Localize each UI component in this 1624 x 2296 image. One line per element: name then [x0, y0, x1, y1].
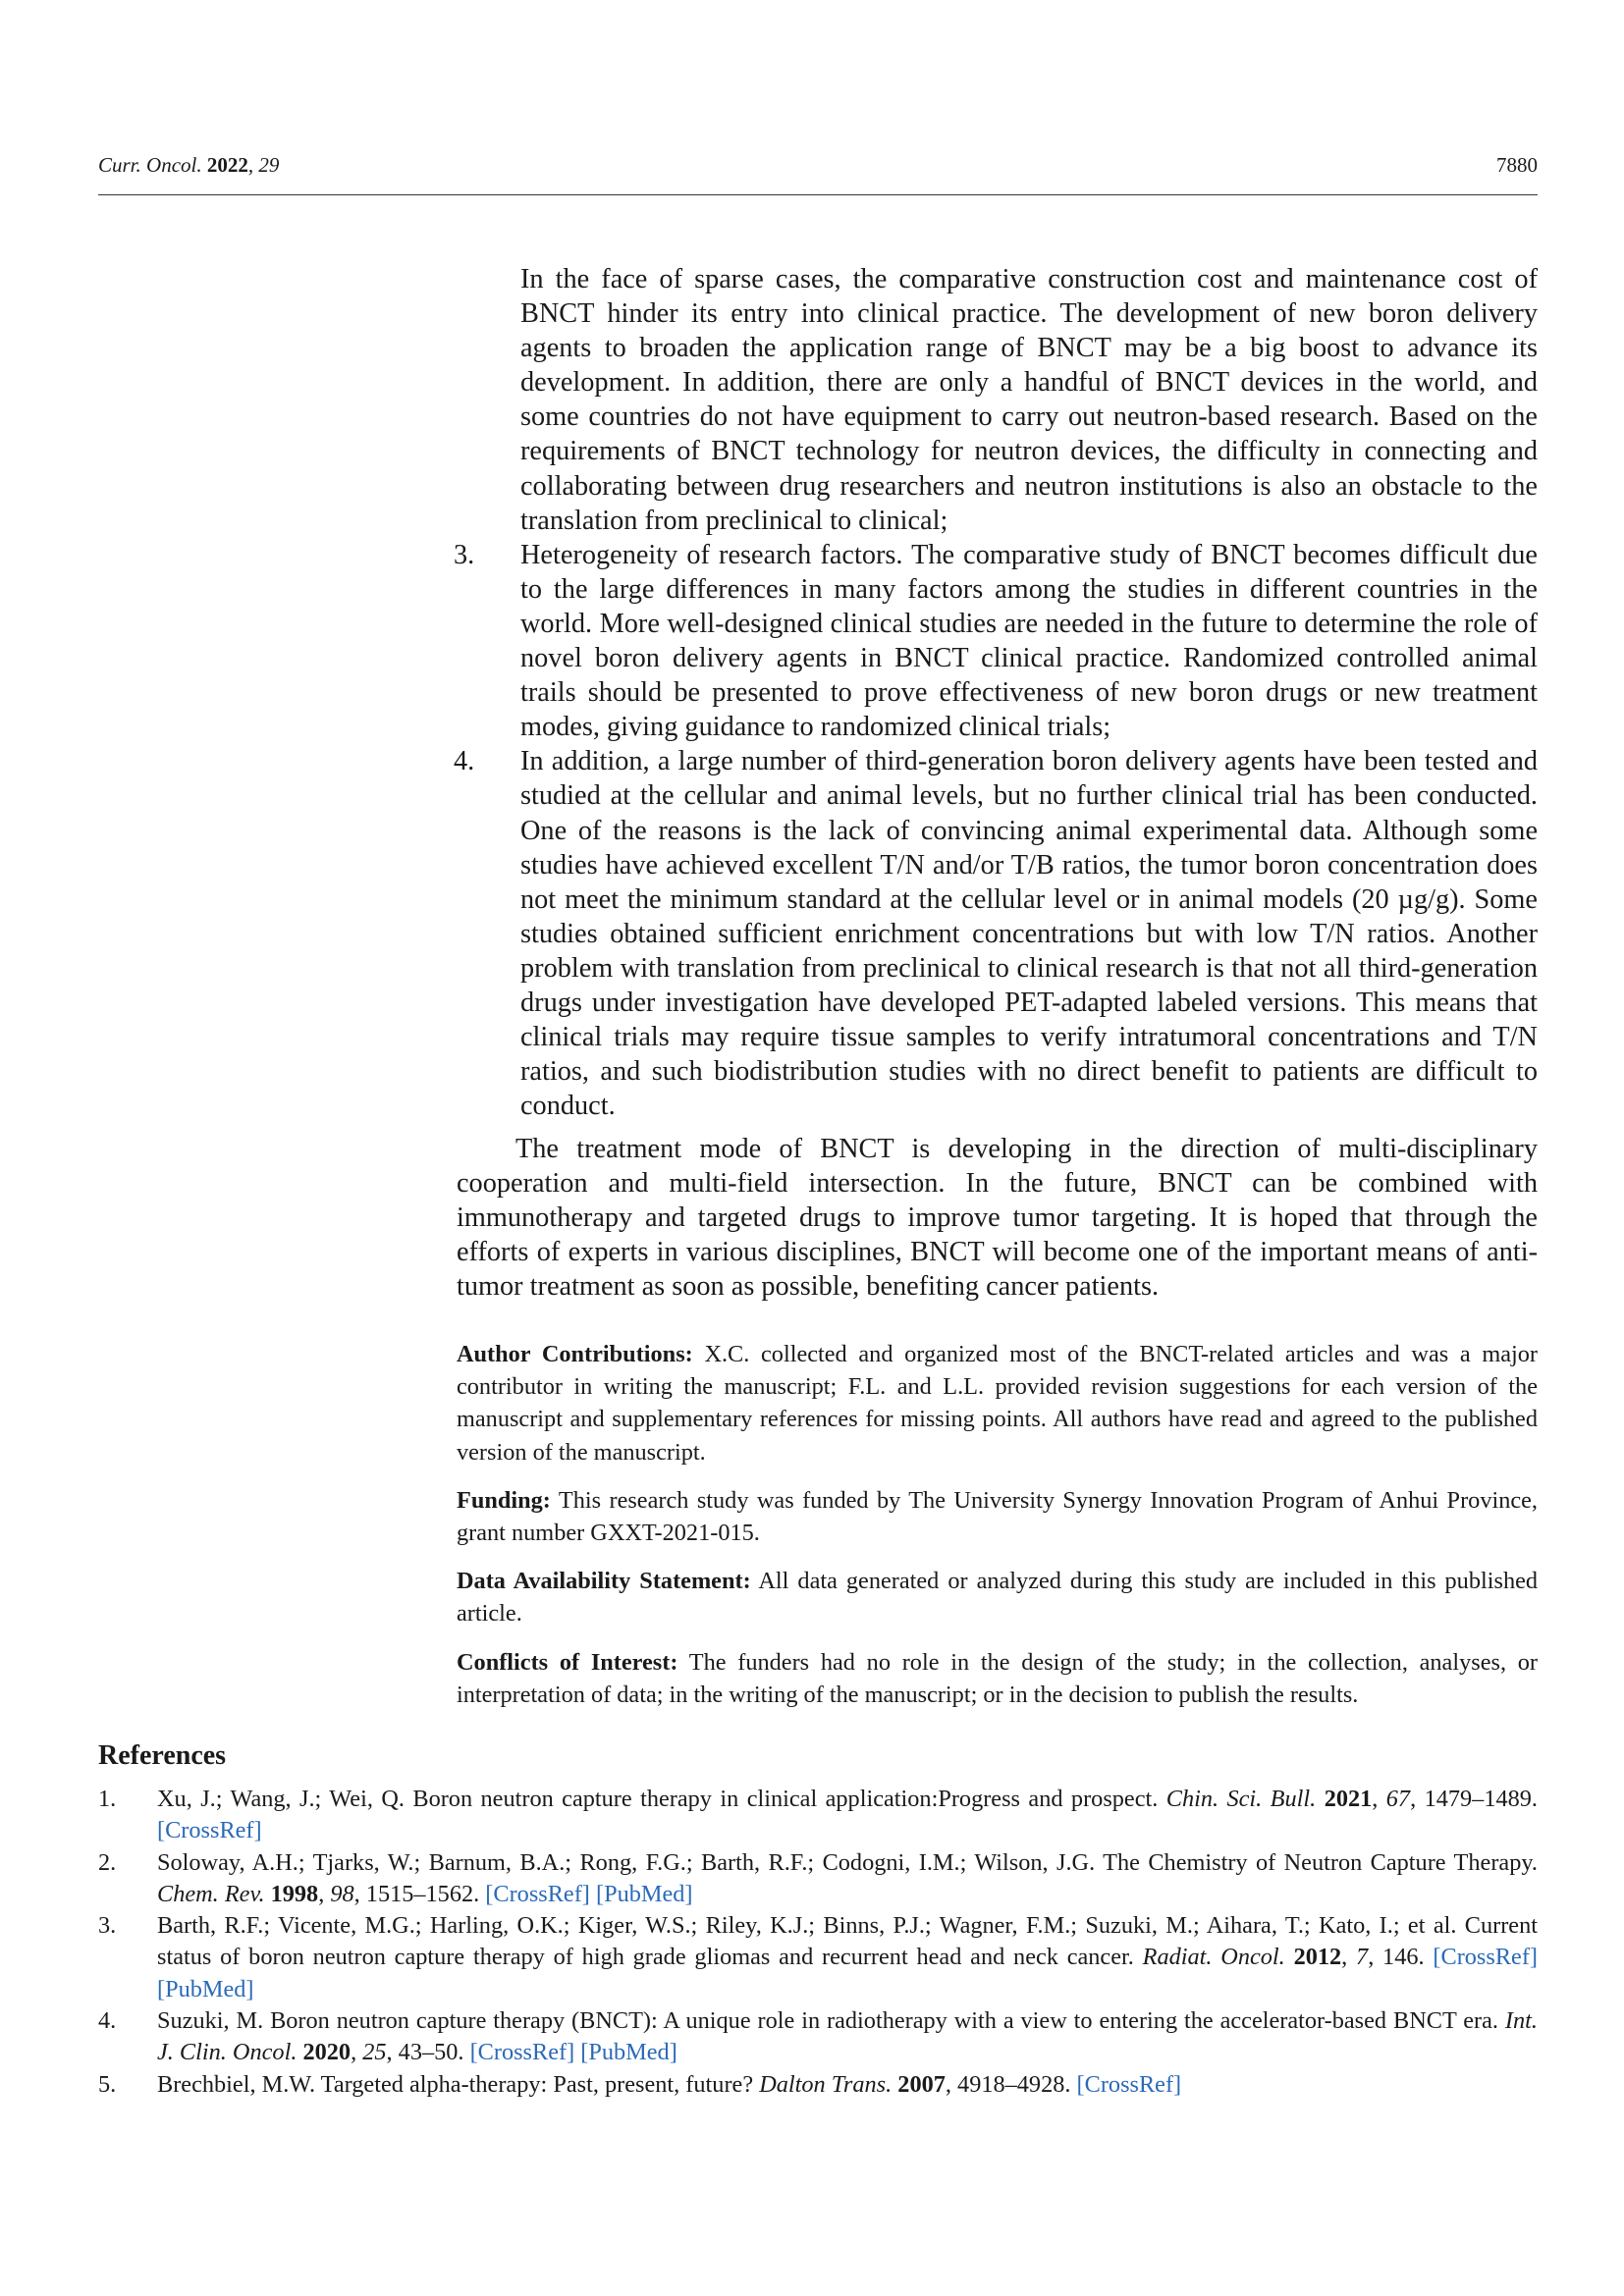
- list-item-4: [454, 744, 1538, 1123]
- list-item-text: In addition, a large number of third-generation boron delivery agents have been tested and studied at the cellular and animal levels, but no further clinical trial has been conducted. One of the reasons is the lack of convincing animal experimental data. Although some studies have achieved excellent T/N and/or T/B ratios, the tumor boron concentration does not meet the minimum standard at the cellular level or in animal models (20 µg/g). Some studies obtained sufficient enrichment concentrations but with low T/N ratios. Another problem with translation from preclinical to clinical research is that not all third-generation drugs under investigation have developed PET-adapted labeled versions. This means that clinical trials may require tissue samples to verify intratumoral concentrations and T/N ratios, and such biodistribution studies with no direct benefit to patients are difficult to conduct.: [520, 746, 1538, 1122]
- conflicts-of-interest: [457, 1646, 1538, 1711]
- references-list: [98, 1784, 1538, 2101]
- reference-authors-title: Suzuki, M. Boron neutron capture therapy (BNCT): A unique role in radiotherapy with a view to entering the accelerator-based BNCT era.: [157, 2007, 1505, 2035]
- section-label: Author Contributions:: [457, 1341, 693, 1367]
- reference-journal: Chem. Rev.: [157, 1880, 265, 1907]
- list-item-3: [454, 538, 1538, 745]
- reference-year: 1998: [270, 1880, 319, 1907]
- page-header: [98, 149, 1538, 195]
- reference-item-4: 4. Suzuki, M. Boron neutron capture therapy (BNCT): A unique role in radiotherapy with a view to entering the accelerator-based BNCT era. Int. J. Clin. Oncol. 2020, 25, 43–50. [CrossRef] [PubMed]: [98, 2007, 1538, 2066]
- crossref-link[interactable]: [CrossRef]: [1433, 1944, 1539, 1971]
- pubmed-link[interactable]: [PubMed]: [595, 1880, 693, 1907]
- list-item-2-continuation: In the face of sparse cases, the comparative construction cost and maintenance cost of BNCT hinder its entry into clinical practice. The development of new boron delivery agents to broaden the application range of BNCT may be a big boost to advance its development. In addition, there are only a handful of BNCT devices in the world, and some countries do not have equipment to carry out neutron-based research. Based on the requirements of BNCT technology for neutron devices, the difficulty in connecting and collaborating between drug researchers and neutron institutions is also an obstacle to the translation from preclinical to clinical;: [520, 264, 1538, 536]
- list-number: 4.: [454, 746, 475, 777]
- reference-journal: Chin. Sci. Bull.: [1165, 1786, 1317, 1812]
- reference-pages: , 146.: [1368, 1944, 1434, 1971]
- reference-number: 4.: [98, 2007, 117, 2035]
- references-section: [98, 1738, 1538, 2101]
- reference-journal: Int. J. Clin. Oncol.: [157, 2007, 1538, 2066]
- reference-volume: 25: [362, 2039, 387, 2066]
- journal-abbr: Curr. Oncol.: [98, 153, 202, 177]
- reference-number: 3.: [98, 1912, 117, 1940]
- section-label: Data Availability Statement:: [457, 1568, 751, 1595]
- reference-number: 2.: [98, 1848, 117, 1876]
- section-text: The funders had no role in the design of the study; in the collection, analyses, or interpretation of data; in the writing of the manuscript; or in the decision to publish the results.: [457, 1648, 1538, 1708]
- section-text: All data generated or analyzed during this study are included in this published article.: [457, 1568, 1539, 1628]
- reference-year: 2021: [1324, 1786, 1373, 1812]
- reference-volume: 98: [330, 1880, 354, 1907]
- list-item-text: Heterogeneity of research factors. The comparative study of BNCT becomes difficult due to the large differences in many factors among the studies in different countries in the world. More well-designed clinical studies are needed in the future to determine the role of novel boron delivery agents in BNCT clinical practice. Randomized controlled animal trails should be presented to prove effectiveness of new boron drugs or new treatment modes, giving guidance to randomized clinical trials;: [520, 539, 1538, 743]
- page-number: 7880: [1496, 153, 1538, 177]
- reference-journal: Radiat. Oncol.: [1142, 1944, 1285, 1971]
- reference-pages: , 43–50.: [386, 2039, 470, 2066]
- reference-pages: , 1479–1489.: [1410, 1786, 1538, 1812]
- reference-volume: 7: [1356, 1944, 1369, 1971]
- reference-number: 1.: [98, 1786, 117, 1812]
- numbered-list: [454, 262, 1538, 1123]
- author-contributions: [457, 1338, 1538, 1468]
- reference-pages: , 4918–4928.: [945, 2070, 1077, 2098]
- crossref-link[interactable]: [CrossRef]: [485, 1880, 590, 1907]
- reference-item-3: 3. Barth, R.F.; Vicente, M.G.; Harling, O.K.; Kiger, W.S.; Riley, K.J.; Binns, P.J.; Wagner, F.M.; Suzuki, M.; Aihara, T.; Kato, I.; et al. Current status of boron neutron capture therapy of high grade gliomas and recurrent head and neck cancer. Radiat. Oncol. 2012, 7, 146. [CrossRef] [PubMed]: [98, 1912, 1539, 2002]
- crossref-link[interactable]: [CrossRef]: [157, 1817, 262, 1844]
- references-heading: References: [98, 1740, 227, 1771]
- reference-item-2: 2. Soloway, A.H.; Tjarks, W.; Barnum, B.A.; Rong, F.G.; Barth, R.F.; Codogni, I.M.; Wilson, J.G. The Chemistry of Neutron Capture Therapy. Chem. Rev. 1998, 98, 1515–1562. [CrossRef] [PubMed]: [98, 1848, 1538, 1907]
- journal-citation: Curr. Oncol. 2022, 29: [98, 153, 280, 177]
- reference-number: 5.: [98, 2070, 117, 2098]
- reference-journal: Dalton Trans.: [759, 2070, 893, 2098]
- funding: [457, 1484, 1538, 1549]
- crossref-link[interactable]: [CrossRef]: [469, 2039, 575, 2066]
- reference-volume: 67: [1385, 1786, 1411, 1812]
- crossref-link[interactable]: [CrossRef]: [1076, 2070, 1182, 2098]
- section-label: Funding:: [457, 1486, 551, 1514]
- pubmed-link[interactable]: [PubMed]: [580, 2039, 677, 2066]
- journal-year: 2022: [206, 153, 248, 177]
- section-text: This research study was funded by The University Synergy Innovation Program of Anhui Province, grant number GXXT-2021-015.: [457, 1486, 1539, 1547]
- list-number: 3.: [454, 539, 475, 570]
- reference-item-5: [98, 2069, 1538, 2101]
- data-availability-statement: [457, 1565, 1538, 1629]
- reference-item-1: 1. Xu, J.; Wang, J.; Wei, Q. Boron neutron capture therapy in clinical application:Progress and prospect. Chin. Sci. Bull. 2021, 67, 1479–1489. [CrossRef]: [98, 1786, 1538, 1844]
- back-matter: [457, 1338, 1538, 1727]
- conclusion-paragraph: The treatment mode of BNCT is developing in the direction of multi-disciplinary cooperation and multi-field intersection. In the future, BNCT can be combined with immunotherapy and targeted drugs to improve tumor targeting. It is hoped that through the efforts of experts in various disciplines, BNCT will become one of the important means of anti-tumor treatment as soon as possible, benefiting cancer patients.: [457, 1134, 1538, 1303]
- journal-volume: 29: [258, 153, 280, 177]
- pubmed-link[interactable]: [PubMed]: [157, 1975, 254, 2002]
- section-text: X.C. collected and organized most of the BNCT-related articles and was a major contributor in writing the manuscript; F.L. and L.L. provided revision suggestions for each version of the manuscript and supplementary references for missing points. All authors have read and agreed to the published version of the manuscript.: [457, 1341, 1539, 1466]
- reference-year: 2012: [1293, 1944, 1342, 1971]
- reference-authors-title: Xu, J.; Wang, J.; Wei, Q. Boron neutron capture therapy in clinical application:Progress and prospect.: [157, 1786, 1166, 1812]
- reference-pages: , 1515–1562.: [353, 1880, 486, 1907]
- section-label: Conflicts of Interest:: [457, 1648, 678, 1676]
- reference-year: 2007: [897, 2070, 946, 2098]
- reference-authors-title: Barth, R.F.; Vicente, M.G.; Harling, O.K.; Kiger, W.S.; Riley, K.J.; Binns, P.J.; Wagner, F.M.; Suzuki, M.; Aihara, T.; Kato, I.; et al. Current status of boron neutron capture therapy of high grade gliomas and recurrent head and neck cancer.: [157, 1912, 1538, 1971]
- reference-authors-title: Brechbiel, M.W. Targeted alpha-therapy: Past, present, future?: [157, 2070, 760, 2098]
- reference-authors-title: Soloway, A.H.; Tjarks, W.; Barnum, B.A.; Rong, F.G.; Barth, R.F.; Codogni, I.M.; Wilson, J.G. The Chemistry of Neutron Capture Therapy.: [157, 1848, 1538, 1876]
- reference-year: 2020: [302, 2039, 352, 2066]
